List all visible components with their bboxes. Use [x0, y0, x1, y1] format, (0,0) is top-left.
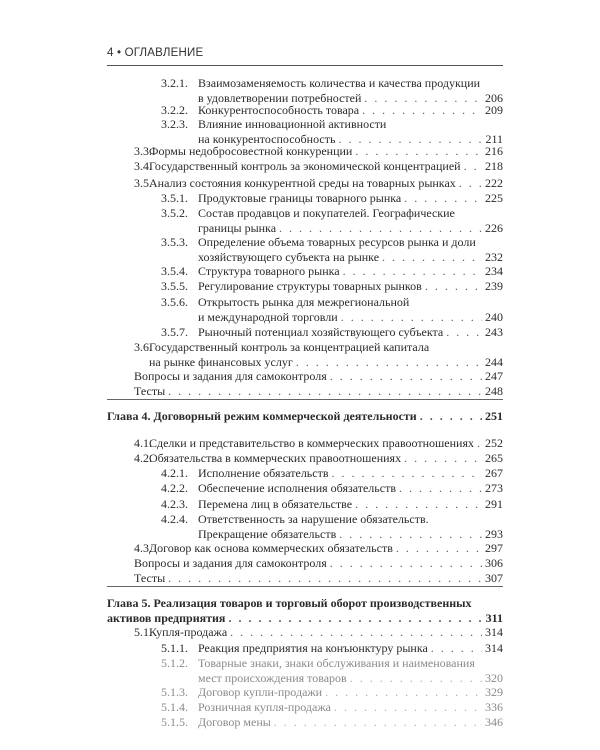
toc-entry-number: 4.2.1.: [161, 466, 188, 480]
toc-entry-number: 4.1.: [134, 436, 152, 450]
toc-entry-number: 4.3.: [134, 541, 152, 555]
toc-entry-number: 3.5.3.: [161, 235, 188, 249]
toc-entry-number: 5.1.3.: [161, 685, 188, 699]
toc-chapter-entry[interactable]: [107, 596, 503, 625]
toc-entry-title-line: Государственный контроль за экономической концентрацией: [149, 159, 461, 173]
dot-leader: [446, 325, 482, 340]
toc-entry-number: 5.1.4.: [161, 700, 188, 714]
toc-entry-title: Определение объема товарных ресурсов рынка и доли: [198, 235, 476, 249]
toc-entry[interactable]: [161, 117, 503, 146]
dot-leader: [382, 250, 482, 265]
dot-leader: [355, 144, 482, 159]
toc-entry[interactable]: [161, 715, 503, 730]
dot-leader: [343, 264, 482, 279]
toc-entry-title-line: на конкурентоспособность: [198, 131, 336, 146]
dot-leader: [477, 436, 482, 451]
toc-page-number: 243: [485, 325, 503, 339]
toc-entry-number: 4.2.4.: [161, 512, 188, 526]
dot-leader: [330, 556, 482, 571]
dot-leader: [399, 481, 482, 496]
toc-page-number: 314: [485, 625, 503, 639]
dot-leader: [325, 685, 482, 700]
toc-entry-title-line: Купля-продажа: [149, 625, 228, 639]
toc-entry[interactable]: [134, 176, 503, 191]
dot-leader: [355, 497, 482, 512]
toc-entry-title-line: Формы недобросовестной конкуренции: [149, 144, 353, 158]
dot-leader: [404, 191, 482, 206]
dot-leader: [230, 625, 482, 640]
toc-entry-title-line: Рыночный потенциал хозяйствующего субъекта: [198, 325, 444, 339]
toc-entry[interactable]: [161, 264, 503, 279]
toc-entry[interactable]: [161, 295, 503, 324]
toc-entry-title-line: Структура товарного рынка: [198, 264, 340, 278]
toc-entry-number: 3.2.1.: [161, 76, 188, 90]
toc-page-number: 252: [485, 436, 503, 450]
toc-entry-title-line: на рынке финансовых услуг: [149, 354, 293, 369]
toc-page-number: 346: [485, 715, 503, 729]
toc-entry[interactable]: [161, 466, 503, 481]
toc-entry[interactable]: [134, 436, 503, 451]
toc-page-number: 206: [485, 90, 503, 105]
toc-entry-number: 5.1.1.: [161, 641, 188, 655]
toc-entry-title-line: и международной торговли: [198, 309, 338, 324]
toc-page-number: 306: [485, 556, 503, 570]
dot-leader: [334, 700, 482, 715]
toc-entry-number: 3.2.3.: [161, 117, 188, 131]
toc-entry-number: 5.1.: [134, 625, 152, 639]
toc-page-number: 244: [485, 354, 503, 369]
chapter-rule: [107, 586, 503, 587]
toc-entry-title: Состав продавцов и покупателей. Географические: [198, 206, 455, 220]
dot-leader: [420, 409, 482, 424]
toc-entry[interactable]: [134, 541, 503, 556]
toc-entry[interactable]: [161, 103, 503, 118]
toc-entry-number: 3.5.4.: [161, 264, 188, 278]
toc-entry-title: Глава 5. Реализация товаров и торговый оборот производственных: [107, 596, 472, 610]
toc-entry[interactable]: [134, 159, 503, 174]
dot-leader: [339, 527, 482, 542]
toc-entry-title-line: Вопросы и задания для самоконтроля: [134, 369, 327, 383]
toc-page-number: 293: [485, 526, 503, 541]
toc-entry-number: 3.5.5.: [161, 279, 188, 293]
toc-page-number: 209: [485, 103, 503, 117]
toc-entry[interactable]: [161, 481, 503, 496]
toc-entry-number: 3.2.2.: [161, 103, 188, 117]
toc-entry[interactable]: [134, 571, 503, 586]
toc-entry[interactable]: [161, 497, 503, 512]
toc-entry[interactable]: [161, 512, 503, 541]
page-header: 4 • ОГЛАВЛЕНИЕ: [107, 47, 204, 59]
toc-entry-title-line: хозяйствующего субъекта на рынке: [198, 249, 380, 264]
dot-leader: [362, 103, 482, 118]
dot-leader: [279, 221, 482, 236]
toc-page-number: 232: [485, 249, 503, 264]
toc-entry-title: Товарные знаки, знаки обслуживания и наименования: [198, 656, 475, 670]
toc-entry[interactable]: [134, 384, 503, 399]
toc-entry-title-line: Тесты: [134, 571, 166, 585]
toc-page-number: 226: [485, 220, 503, 235]
toc-entry-number: 3.5.: [134, 176, 152, 190]
toc-page-number: 251: [485, 409, 503, 423]
toc-entry-title-line: Конкурентоспособность товара: [198, 103, 360, 117]
toc-entry[interactable]: [161, 656, 503, 685]
toc-entry-title-line: Тесты: [134, 384, 166, 398]
toc-entry-title-line: Договор как основа коммерческих обязательств: [149, 541, 393, 555]
toc-page-number: 273: [485, 481, 503, 495]
toc-entry-title-line: Продуктовые границы товарного рынка: [198, 191, 402, 205]
toc-entry-title-line: Сделки и представительство в коммерческих правоотношениях: [149, 436, 474, 450]
toc-entry[interactable]: [161, 76, 503, 105]
toc-entry-title-line: Розничная купля-продажа: [198, 700, 331, 714]
chapter-rule: [107, 399, 503, 400]
toc-page-number: 329: [485, 685, 503, 699]
dot-leader: [168, 571, 482, 586]
dot-leader: [464, 159, 482, 174]
dot-leader: [404, 451, 482, 466]
toc-entry-title-line: Реакция предприятия на конъюнктуру рынка: [198, 641, 428, 655]
toc-page-number: 218: [485, 159, 503, 173]
toc-entry-title-line: мест происхождения товаров: [198, 670, 347, 685]
toc-entry[interactable]: [134, 556, 503, 571]
toc-entry[interactable]: [161, 700, 503, 715]
toc-page-number: 225: [485, 191, 503, 205]
toc-page-number: 291: [485, 497, 503, 511]
toc-entry-number: 5.1.2.: [161, 656, 188, 670]
toc-page-number: 211: [485, 131, 503, 146]
dot-leader: [168, 384, 482, 399]
toc-entry-title-line: Договор мены: [198, 715, 271, 729]
toc-entry-number: 4.2.3.: [161, 497, 188, 511]
toc-entry[interactable]: [161, 191, 503, 206]
toc-entry[interactable]: [161, 235, 503, 264]
toc-entry[interactable]: [134, 340, 503, 369]
toc-entry-number: 3.5.2.: [161, 206, 188, 220]
toc-page-number: 311: [485, 610, 503, 625]
toc-entry[interactable]: [161, 641, 503, 656]
toc-entry-title: Взаимозаменяемость количества и качества продукции: [198, 76, 481, 90]
toc-entry-title: Государственный контроль за концентрацией капитала: [149, 340, 430, 354]
toc-entry-title-line: Глава 4. Договорный режим коммерческой деятельности: [107, 409, 417, 423]
toc-page-number: 247: [485, 369, 503, 383]
toc-page-number: 216: [485, 144, 503, 158]
toc-entry-number: 5.1.5.: [161, 715, 188, 729]
toc-entry-title-line: Перемена лиц в обязательстве: [198, 497, 353, 511]
toc-entry-number: 3.4.: [134, 159, 152, 173]
toc-entry[interactable]: [161, 325, 503, 340]
toc-entry-title-line: Обязательства в коммерческих правоотношениях: [149, 451, 402, 465]
dot-leader: [459, 176, 482, 191]
toc-page-number: 320: [485, 670, 503, 685]
header-rule: [107, 65, 503, 66]
toc-page-number: 314: [485, 641, 503, 655]
toc-page-number: 239: [485, 279, 503, 293]
toc-entry-number: 4.2.: [134, 451, 152, 465]
toc-entry-title: Влияние инновационной активности: [198, 117, 387, 131]
toc-entry[interactable]: [161, 206, 503, 235]
dot-leader: [425, 279, 482, 294]
toc-entry-title-line: в удовлетворении потребностей: [198, 90, 362, 105]
dot-leader: [274, 715, 482, 730]
dot-leader: [341, 310, 482, 325]
toc-entry-title-line: Обеспечение исполнения обязательств: [198, 481, 397, 495]
toc-chapter-entry[interactable]: [107, 409, 503, 424]
toc-entry[interactable]: [134, 369, 503, 384]
toc-entry[interactable]: [161, 279, 503, 294]
toc-page-number: 265: [485, 451, 503, 465]
dot-leader: [332, 466, 482, 481]
toc-entry[interactable]: [134, 144, 503, 159]
dot-leader: [296, 355, 482, 370]
toc-entry-number: 3.5.1.: [161, 191, 188, 205]
dot-leader: [350, 671, 482, 686]
dot-leader: [431, 641, 482, 656]
toc-entry[interactable]: [161, 685, 503, 700]
toc-entry[interactable]: [134, 451, 503, 466]
dot-leader: [330, 369, 482, 384]
toc-entry-title-line: Анализ состояния конкурентной среды на товарных рынках: [149, 176, 456, 190]
toc-entry-title-line: границы рынка: [198, 220, 277, 235]
toc-entry-title-line: Вопросы и задания для самоконтроля: [134, 556, 327, 570]
toc-page-number: 336: [485, 700, 503, 714]
toc-entry[interactable]: [134, 625, 503, 640]
toc-page-number: 297: [485, 541, 503, 555]
toc-page-number: 248: [485, 384, 503, 398]
toc-page-number: 222: [485, 176, 503, 190]
toc-entry-number: 3.5.7.: [161, 325, 188, 339]
toc-entry-title-line: Прекращение обязательств: [198, 526, 337, 541]
toc-entry-title: Ответственность за нарушение обязательств.: [198, 512, 429, 526]
toc-entry-title-line: Регулирование структуры товарных рынков: [198, 279, 422, 293]
toc-entry-number: 3.3.: [134, 144, 152, 158]
toc-entry-number: 3.6.: [134, 340, 152, 354]
toc-page-number: 307: [485, 571, 503, 585]
toc-entry-title-line: активов предприятия: [107, 610, 226, 625]
toc-entry-title: Открытость рынка для межрегиональной: [198, 295, 410, 309]
toc-entry-number: 4.2.2.: [161, 481, 188, 495]
toc-entry-title-line: Исполнение обязательств: [198, 466, 329, 480]
toc-page-number: 267: [485, 466, 503, 480]
toc-entry-title-line: Договор купли-продажи: [198, 685, 323, 699]
toc-entry-number: 3.5.6.: [161, 295, 188, 309]
toc-page-number: 234: [485, 264, 503, 278]
toc-page-number: 240: [485, 309, 503, 324]
dot-leader: [228, 611, 482, 626]
dot-leader: [396, 541, 482, 556]
